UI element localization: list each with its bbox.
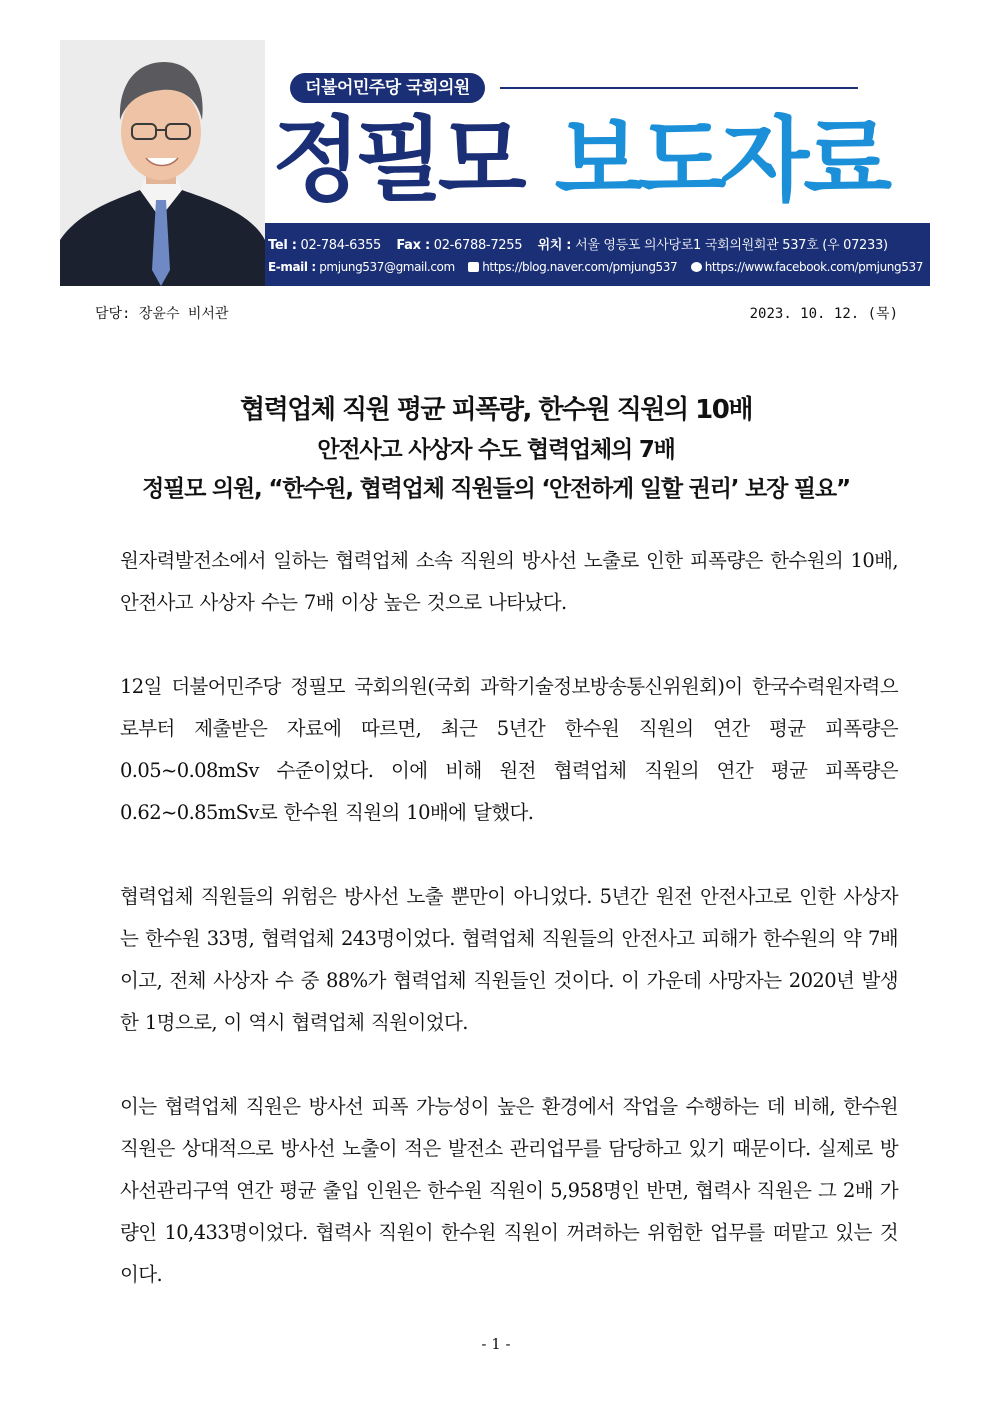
lawmaker-name: 정필모 xyxy=(272,107,521,214)
lawmaker-portrait xyxy=(60,40,265,286)
headline-sub: 안전사고 사상자 수도 협력업체의 7배 xyxy=(317,437,675,463)
release-label: 보도자료 xyxy=(554,107,887,214)
document-meta xyxy=(95,303,898,323)
contact-row-1 xyxy=(268,234,888,253)
press-release-title xyxy=(272,98,930,224)
body-paragraph-2: 12일 더불어민주당 정필모 국회의원(국회 과학기술정보방송통신위원회)이 한국수력원자력으로부터 제출받은 자료에 따르면, 최근 5년간 한수원 직원의 연간 평균 피폭량은 0.05~0.08mSv 수준이었다. 이에 비해 원전 협력업체 직원의 연간 평균 피폭량은 0.62~0.85mSv로 한수원 직원의 10배에 달했다. xyxy=(120,675,898,824)
blog-icon xyxy=(468,262,479,272)
contact-row-2 xyxy=(268,260,923,274)
body-paragraph-1: 원자력발전소에서 일하는 협력업체 소속 직원의 방사선 노출로 인한 피폭량은 한수원의 10배, 안전사고 사상자 수는 7배 이상 높은 것으로 나타났다. xyxy=(120,549,898,614)
fax-label: Fax : xyxy=(396,238,430,253)
header-divider xyxy=(500,87,858,89)
email-value[interactable]: pmjung537@gmail.com xyxy=(319,260,455,274)
contact-bar xyxy=(265,223,930,286)
tel-label: Tel : xyxy=(268,238,297,253)
body-paragraph-4: 이는 협력업체 직원은 방사선 피폭 가능성이 높은 환경에서 작업을 수행하는 데 비해, 한수원 직원은 상대적으로 방사선 노출이 적은 발전소 관리업무를 담당하고 있기 때문이다. 실제로 방사선관리구역 연간 평균 출입 인원은 한수원 직원이 5,958명인 반면, 협력사 직원은 그 2배 가량인 10,433명이었다. 협력사 직원이 한수원 직원이 꺼려하는 위험한 업무를 떠맡고 있는 것이다. xyxy=(120,1095,898,1286)
address-value: 서울 영등포 의사당로1 국회의원회관 537호 (우 07233) xyxy=(575,238,888,253)
tel-value: 02-784-6355 xyxy=(300,238,382,253)
facebook-link[interactable]: https://www.facebook.com/pmjung537 xyxy=(704,260,923,274)
headline-main: 협력업체 직원 평균 피폭량, 한수원 직원의 10배 xyxy=(240,395,752,425)
body-paragraph-3: 협력업체 직원들의 위험은 방사선 노출 뿐만이 아니었다. 5년간 원전 안전사고로 인한 사상자는 한수원 33명, 협력업체 243명이었다. 협력업체 직원들의 안전사고 피해가 한수원의 약 7배이고, 전체 사상자 수 중 88%가 협력업체 직원들인 것이다. 이 가운데 사망자는 2020년 발생한 1명으로, 이 역시 협력업체 직원이었다. xyxy=(120,885,898,1034)
facebook-icon xyxy=(691,262,702,272)
author-line: 담당: 장윤수 비서관 xyxy=(95,306,229,322)
blog-link[interactable]: https://blog.naver.com/pmjung537 xyxy=(482,260,678,274)
press-release-header xyxy=(60,40,930,286)
fax-value: 02-6788-7255 xyxy=(433,238,523,253)
address-label: 위치 : xyxy=(537,238,572,253)
page-number: - 1 - xyxy=(481,1335,511,1353)
email-label: E-mail : xyxy=(268,260,316,274)
release-date: 2023. 10. 12. (목) xyxy=(749,306,898,322)
headline-quote: 정필모 의원, “한수원, 협력업체 직원들의 ‘안전하게 일할 권리’ 보장 필요” xyxy=(142,476,850,502)
party-label: 더불어민주당 국회의원 xyxy=(290,73,485,103)
